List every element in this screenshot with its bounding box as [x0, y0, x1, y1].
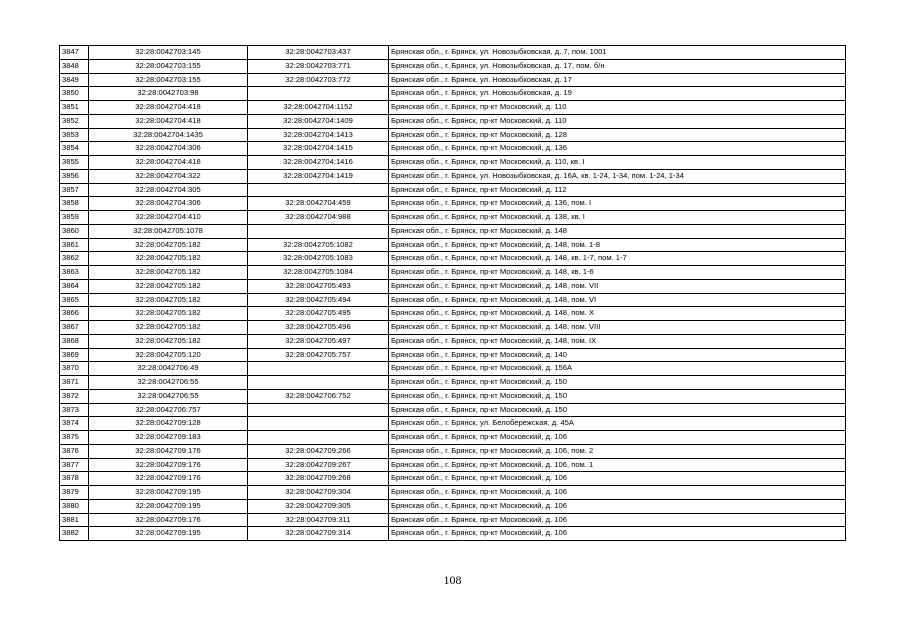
row-number-cell: 3862	[60, 252, 89, 266]
address-cell: Брянская обл., г. Брянск, пр-кт Московский, д. 148	[389, 224, 846, 238]
table-row	[60, 348, 846, 362]
object-cadastral-number-cell	[248, 376, 389, 390]
address-cell: Брянская обл., г. Брянск, ул. Белобережская, д. 45А	[389, 417, 846, 431]
address-cell: Брянская обл., г. Брянск, пр-кт Московский, д. 138, кв. I	[389, 211, 846, 225]
row-number-cell: 3847	[60, 46, 89, 60]
table-row	[60, 472, 846, 486]
table-row	[60, 211, 846, 225]
address-cell: Брянская обл., г. Брянск, пр-кт Московский, д. 106	[389, 499, 846, 513]
cadastral-number-cell: 32:28:0042705:1078	[89, 224, 248, 238]
address-cell: Брянская обл., г. Брянск, пр-кт Московский, д. 106	[389, 431, 846, 445]
row-number-cell: 3873	[60, 403, 89, 417]
table-row	[60, 224, 846, 238]
address-cell: Брянская обл., г. Брянск, ул. Новозыбковская, д. 7, пом. 1001	[389, 46, 846, 60]
cadastral-number-cell: 32:28:0042704:418	[89, 101, 248, 115]
table-row	[60, 101, 846, 115]
row-number-cell: 3868	[60, 334, 89, 348]
table-row	[60, 334, 846, 348]
object-cadastral-number-cell: 32:28:0042703:771	[248, 59, 389, 73]
object-cadastral-number-cell: 32:28:0042704:988	[248, 211, 389, 225]
object-cadastral-number-cell: 32:28:0042704:1419	[248, 169, 389, 183]
row-number-cell: 3848	[60, 59, 89, 73]
address-cell: Брянская обл., г. Брянск, пр-кт Московский, д. 150	[389, 376, 846, 390]
object-cadastral-number-cell: 32:28:0042709:304	[248, 486, 389, 500]
cadastral-number-cell: 32:28:0042705:182	[89, 321, 248, 335]
object-cadastral-number-cell	[248, 431, 389, 445]
object-cadastral-number-cell: 32:28:0042705:1083	[248, 252, 389, 266]
address-cell: Брянская обл., г. Брянск, пр-кт Московский, д. 106, пом. 2	[389, 444, 846, 458]
address-cell: Брянская обл., г. Брянск, пр-кт Московский, д. 148, кв. 1-6	[389, 266, 846, 280]
row-number-cell: 3870	[60, 362, 89, 376]
cadastral-number-cell: 32:28:0042705:182	[89, 252, 248, 266]
cadastral-number-cell: 32:28:0042704:322	[89, 169, 248, 183]
address-cell: Брянская обл., г. Брянск, пр-кт Московский, д. 110	[389, 114, 846, 128]
row-number-cell: 3856	[60, 169, 89, 183]
cadastral-number-cell: 32:28:0042703:155	[89, 73, 248, 87]
cadastral-number-cell: 32:28:0042703:155	[89, 59, 248, 73]
cadastral-number-cell: 32:28:0042703:145	[89, 46, 248, 60]
cadastral-number-cell: 32:28:0042706:55	[89, 389, 248, 403]
row-number-cell: 3857	[60, 183, 89, 197]
object-cadastral-number-cell: 32:28:0042709:305	[248, 499, 389, 513]
address-cell: Брянская обл., г. Брянск, пр-кт Московский, д. 148, пом. 1-8	[389, 238, 846, 252]
cadastral-number-cell: 32:28:0042704:418	[89, 156, 248, 170]
row-number-cell: 3867	[60, 321, 89, 335]
row-number-cell: 3859	[60, 211, 89, 225]
address-cell: Брянская обл., г. Брянск, пр-кт Московский, д. 148, пом. VI	[389, 293, 846, 307]
object-cadastral-number-cell: 32:28:0042705:1082	[248, 238, 389, 252]
object-cadastral-number-cell: 32:28:0042705:757	[248, 348, 389, 362]
address-cell: Брянская обл., г. Брянск, пр-кт Московский, д. 156А	[389, 362, 846, 376]
table-row	[60, 307, 846, 321]
cadastral-number-cell: 32:28:0042709:176	[89, 513, 248, 527]
cadastral-number-cell: 32:28:0042706:757	[89, 403, 248, 417]
object-cadastral-number-cell	[248, 403, 389, 417]
row-number-cell: 3861	[60, 238, 89, 252]
table-row	[60, 279, 846, 293]
object-cadastral-number-cell: 32:28:0042705:1084	[248, 266, 389, 280]
cadastral-number-cell: 32:28:0042705:120	[89, 348, 248, 362]
object-cadastral-number-cell: 32:28:0042709:266	[248, 444, 389, 458]
object-cadastral-number-cell: 32:28:0042709:267	[248, 458, 389, 472]
object-cadastral-number-cell: 32:28:0042709:311	[248, 513, 389, 527]
address-cell: Брянская обл., г. Брянск, пр-кт Московский, д. 112	[389, 183, 846, 197]
table-row	[60, 417, 846, 431]
row-number-cell: 3878	[60, 472, 89, 486]
row-number-cell: 3851	[60, 101, 89, 115]
object-cadastral-number-cell: 32:28:0042705:494	[248, 293, 389, 307]
address-cell: Брянская обл., г. Брянск, пр-кт Московский, д. 136, пом. I	[389, 197, 846, 211]
registry-table	[59, 45, 846, 541]
object-cadastral-number-cell: 32:28:0042704:1152	[248, 101, 389, 115]
table-row	[60, 376, 846, 390]
object-cadastral-number-cell: 32:28:0042706:752	[248, 389, 389, 403]
table-row	[60, 444, 846, 458]
table-row	[60, 73, 846, 87]
row-number-cell: 3882	[60, 527, 89, 541]
row-number-cell: 3880	[60, 499, 89, 513]
cadastral-number-cell: 32:28:0042704:418	[89, 114, 248, 128]
cadastral-number-cell: 32:28:0042703:98	[89, 87, 248, 101]
address-cell: Брянская обл., г. Брянск, пр-кт Московский, д. 148, пом. VIII	[389, 321, 846, 335]
cadastral-number-cell: 32:28:0042709:176	[89, 458, 248, 472]
object-cadastral-number-cell: 32:28:0042703:772	[248, 73, 389, 87]
object-cadastral-number-cell	[248, 224, 389, 238]
table-row	[60, 362, 846, 376]
row-number-cell: 3863	[60, 266, 89, 280]
row-number-cell: 3849	[60, 73, 89, 87]
row-number-cell: 3850	[60, 87, 89, 101]
table-row	[60, 527, 846, 541]
row-number-cell: 3877	[60, 458, 89, 472]
cadastral-number-cell: 32:28:0042704:306	[89, 197, 248, 211]
cadastral-number-cell: 32:28:0042705:182	[89, 293, 248, 307]
row-number-cell: 3876	[60, 444, 89, 458]
cadastral-number-cell: 32:28:0042709:176	[89, 444, 248, 458]
address-cell: Брянская обл., г. Брянск, пр-кт Московский, д. 148, пом. X	[389, 307, 846, 321]
object-cadastral-number-cell	[248, 183, 389, 197]
object-cadastral-number-cell: 32:28:0042704:1415	[248, 142, 389, 156]
table-row	[60, 458, 846, 472]
table-row	[60, 431, 846, 445]
table-row	[60, 389, 846, 403]
table-row	[60, 197, 846, 211]
table-row	[60, 293, 846, 307]
cadastral-number-cell: 32:28:0042705:182	[89, 334, 248, 348]
cadastral-number-cell: 32:28:0042705:182	[89, 279, 248, 293]
address-cell: Брянская обл., г. Брянск, ул. Новозыбковская, д. 19	[389, 87, 846, 101]
page-number: 108	[443, 573, 462, 587]
row-number-cell: 3858	[60, 197, 89, 211]
object-cadastral-number-cell: 32:28:0042705:493	[248, 279, 389, 293]
table-row	[60, 486, 846, 500]
address-cell: Брянская обл., г. Брянск, пр-кт Московский, д. 110, кв. I	[389, 156, 846, 170]
row-number-cell: 3879	[60, 486, 89, 500]
address-cell: Брянская обл., г. Брянск, пр-кт Московский, д. 148, пом. VII	[389, 279, 846, 293]
row-number-cell: 3855	[60, 156, 89, 170]
address-cell: Брянская обл., г. Брянск, пр-кт Московский, д. 150	[389, 389, 846, 403]
object-cadastral-number-cell: 32:28:0042704:459	[248, 197, 389, 211]
object-cadastral-number-cell	[248, 87, 389, 101]
cadastral-number-cell: 32:28:0042709:183	[89, 431, 248, 445]
table-row	[60, 114, 846, 128]
row-number-cell: 3852	[60, 114, 89, 128]
object-cadastral-number-cell: 32:28:0042703:437	[248, 46, 389, 60]
object-cadastral-number-cell: 32:28:0042705:497	[248, 334, 389, 348]
row-number-cell: 3854	[60, 142, 89, 156]
object-cadastral-number-cell: 32:28:0042705:496	[248, 321, 389, 335]
object-cadastral-number-cell: 32:28:0042704:1413	[248, 128, 389, 142]
table-row	[60, 238, 846, 252]
address-cell: Брянская обл., г. Брянск, пр-кт Московский, д. 106	[389, 472, 846, 486]
table-row	[60, 266, 846, 280]
table-row	[60, 499, 846, 513]
table-row	[60, 403, 846, 417]
cadastral-number-cell: 32:28:0042709:128	[89, 417, 248, 431]
cadastral-number-cell: 32:28:0042705:182	[89, 238, 248, 252]
address-cell: Брянская обл., г. Брянск, пр-кт Московский, д. 150	[389, 403, 846, 417]
row-number-cell: 3874	[60, 417, 89, 431]
table-row	[60, 183, 846, 197]
registry-table-body	[60, 46, 846, 541]
row-number-cell: 3853	[60, 128, 89, 142]
address-cell: Брянская обл., г. Брянск, пр-кт Московский, д. 106	[389, 527, 846, 541]
address-cell: Брянская обл., г. Брянск, пр-кт Московский, д. 128	[389, 128, 846, 142]
cadastral-number-cell: 32:28:0042709:195	[89, 499, 248, 513]
cadastral-number-cell: 32:28:0042704:306	[89, 142, 248, 156]
row-number-cell: 3881	[60, 513, 89, 527]
object-cadastral-number-cell	[248, 362, 389, 376]
table-row	[60, 252, 846, 266]
address-cell: Брянская обл., г. Брянск, пр-кт Московский, д. 148, пом. IX	[389, 334, 846, 348]
address-cell: Брянская обл., г. Брянск, пр-кт Московский, д. 106	[389, 486, 846, 500]
object-cadastral-number-cell	[248, 417, 389, 431]
table-row	[60, 169, 846, 183]
cadastral-number-cell: 32:28:0042704:1435	[89, 128, 248, 142]
row-number-cell: 3860	[60, 224, 89, 238]
cadastral-number-cell: 32:28:0042709:176	[89, 472, 248, 486]
cadastral-number-cell: 32:28:0042704:305	[89, 183, 248, 197]
address-cell: Брянская обл., г. Брянск, пр-кт Московский, д. 110	[389, 101, 846, 115]
address-cell: Брянская обл., г. Брянск, ул. Новозыбковская, д. 16А, кв. 1-24, 1-34, пом. 1-24, 1-34	[389, 169, 846, 183]
table-row	[60, 128, 846, 142]
cadastral-number-cell: 32:28:0042709:195	[89, 527, 248, 541]
object-cadastral-number-cell: 32:28:0042709:268	[248, 472, 389, 486]
row-number-cell: 3875	[60, 431, 89, 445]
row-number-cell: 3872	[60, 389, 89, 403]
row-number-cell: 3871	[60, 376, 89, 390]
row-number-cell: 3865	[60, 293, 89, 307]
address-cell: Брянская обл., г. Брянск, пр-кт Московский, д. 136	[389, 142, 846, 156]
address-cell: Брянская обл., г. Брянск, ул. Новозыбковская, д. 17	[389, 73, 846, 87]
address-cell: Брянская обл., г. Брянск, пр-кт Московский, д. 148, кв. 1-7, пом. 1-7	[389, 252, 846, 266]
address-cell: Брянская обл., г. Брянск, ул. Новозыбковская, д. 17, пом. б/н	[389, 59, 846, 73]
row-number-cell: 3869	[60, 348, 89, 362]
row-number-cell: 3866	[60, 307, 89, 321]
cadastral-number-cell: 32:28:0042704:410	[89, 211, 248, 225]
cadastral-number-cell: 32:28:0042706:49	[89, 362, 248, 376]
object-cadastral-number-cell: 32:28:0042709:314	[248, 527, 389, 541]
table-row	[60, 46, 846, 60]
address-cell: Брянская обл., г. Брянск, пр-кт Московский, д. 106, пом. 1	[389, 458, 846, 472]
cadastral-number-cell: 32:28:0042706:55	[89, 376, 248, 390]
address-cell: Брянская обл., г. Брянск, пр-кт Московский, д. 140	[389, 348, 846, 362]
cadastral-number-cell: 32:28:0042709:195	[89, 486, 248, 500]
address-cell: Брянская обл., г. Брянск, пр-кт Московский, д. 106	[389, 513, 846, 527]
table-row	[60, 59, 846, 73]
table-row	[60, 321, 846, 335]
row-number-cell: 3864	[60, 279, 89, 293]
cadastral-number-cell: 32:28:0042705:182	[89, 266, 248, 280]
table-row	[60, 156, 846, 170]
object-cadastral-number-cell: 32:28:0042704:1416	[248, 156, 389, 170]
object-cadastral-number-cell: 32:28:0042704:1409	[248, 114, 389, 128]
object-cadastral-number-cell: 32:28:0042705:495	[248, 307, 389, 321]
table-row	[60, 142, 846, 156]
table-row	[60, 87, 846, 101]
cadastral-number-cell: 32:28:0042705:182	[89, 307, 248, 321]
table-row	[60, 513, 846, 527]
